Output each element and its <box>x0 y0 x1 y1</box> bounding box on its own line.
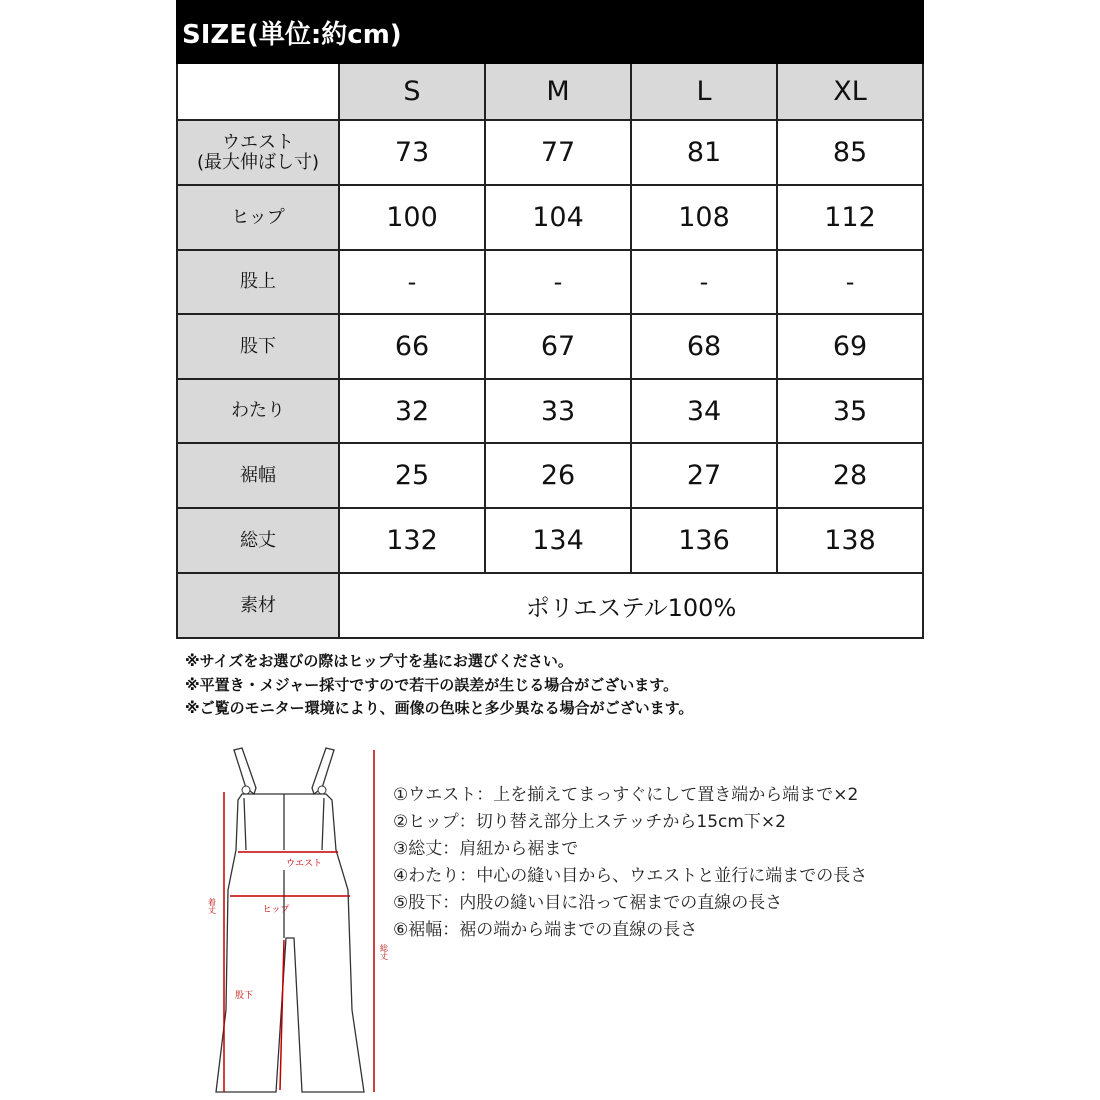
size-header-l: L <box>631 63 777 120</box>
cell-waist-m: 77 <box>485 120 631 185</box>
row-label-material: 素材 <box>177 573 339 638</box>
measurement-note-item: ①ウエスト：上を揃えてまっすぐにして置き端から端まで×2 <box>393 785 859 805</box>
note-item: ※サイズをお選びの際はヒップ寸を基にお選びください。 <box>185 652 573 670</box>
cell-hem-xl: 28 <box>777 443 923 508</box>
size-header-xl: XL <box>777 63 923 120</box>
cell-length-xl: 138 <box>777 508 923 573</box>
row-label-hip: ヒップ <box>177 185 339 250</box>
length-right-label: 総丈 <box>379 944 389 960</box>
measurement-note-item: ⑥裾幅：裾の端から端までの直線の長さ <box>393 920 698 940</box>
cell-hip-m: 104 <box>485 185 631 250</box>
measurement-note-item: ③総丈：肩紐から裾まで <box>393 839 579 859</box>
cell-length-s: 132 <box>339 508 485 573</box>
note-item: ※ご覧のモニター環境により、画像の色味と多少異なる場合がございます。 <box>185 699 694 717</box>
row-label-waist <box>177 120 339 185</box>
table-row-waist <box>177 120 923 185</box>
cell-hem-l: 27 <box>631 443 777 508</box>
row-label-length: 総丈 <box>177 508 339 573</box>
table-row-hem <box>177 443 923 508</box>
header-blank-cell <box>177 63 339 120</box>
measurement-notes <box>393 782 867 944</box>
cell-length-m: 134 <box>485 508 631 573</box>
measurement-note-item: ⑤股下：内股の縫い目に沿って裾までの直線の長さ <box>393 893 783 913</box>
cell-thigh-s: 32 <box>339 379 485 443</box>
size-header-m: M <box>485 63 631 120</box>
cell-rise-m: - <box>485 250 631 314</box>
table-row-thigh <box>177 379 923 443</box>
overalls-outline <box>216 748 364 1092</box>
size-table <box>176 0 924 639</box>
cell-inseam-xl: 69 <box>777 314 923 379</box>
row-label-hem: 裾幅 <box>177 443 339 508</box>
cell-hem-s: 25 <box>339 443 485 508</box>
cell-length-l: 136 <box>631 508 777 573</box>
cell-thigh-xl: 35 <box>777 379 923 443</box>
size-header-s: S <box>339 63 485 120</box>
measurement-note-item: ②ヒップ：切り替え部分上ステッチから15cm下×2 <box>393 812 786 832</box>
cell-waist-s: 73 <box>339 120 485 185</box>
table-row-material <box>177 573 923 638</box>
cell-hip-xl: 112 <box>777 185 923 250</box>
cell-inseam-s: 66 <box>339 314 485 379</box>
button-icon <box>242 786 250 794</box>
table-row-inseam <box>177 314 923 379</box>
row-label-waist-text: ウエスト (最大伸ばし寸) <box>196 131 320 173</box>
note-item: ※平置き・メジャー採寸ですので若干の誤差が生じる場合がございます。 <box>185 675 679 694</box>
overalls-diagram <box>176 740 391 1100</box>
button-icon <box>318 786 326 794</box>
row-label-thigh: わたり <box>177 379 339 443</box>
hip-label: ヒップ <box>262 904 290 914</box>
inseam-label: 股下 <box>234 990 254 1000</box>
measurement-note-item: ④わたり：中心の縫い目から、ウエストと並行に端までの長さ <box>393 866 868 886</box>
cell-hip-s: 100 <box>339 185 485 250</box>
cell-inseam-l: 68 <box>631 314 777 379</box>
cell-waist-xl: 85 <box>777 120 923 185</box>
table-row-length <box>177 508 923 573</box>
cell-inseam-m: 67 <box>485 314 631 379</box>
table-title: SIZE(単位:約cm) <box>177 1 923 63</box>
cell-hip-l: 108 <box>631 185 777 250</box>
cell-hem-m: 26 <box>485 443 631 508</box>
table-row-hip <box>177 185 923 250</box>
cell-rise-xl: - <box>777 250 923 314</box>
cell-rise-s: - <box>339 250 485 314</box>
table-row-rise <box>177 250 923 314</box>
row-label-rise: 股上 <box>177 250 339 314</box>
cell-material: ポリエステル100% <box>339 573 923 638</box>
size-notes <box>185 650 693 721</box>
waist-label: ウエスト <box>285 858 323 868</box>
length-left-label: 着丈 <box>207 898 217 914</box>
cell-rise-l: - <box>631 250 777 314</box>
cell-thigh-m: 33 <box>485 379 631 443</box>
cell-thigh-l: 34 <box>631 379 777 443</box>
cell-waist-l: 81 <box>631 120 777 185</box>
row-label-inseam: 股下 <box>177 314 339 379</box>
